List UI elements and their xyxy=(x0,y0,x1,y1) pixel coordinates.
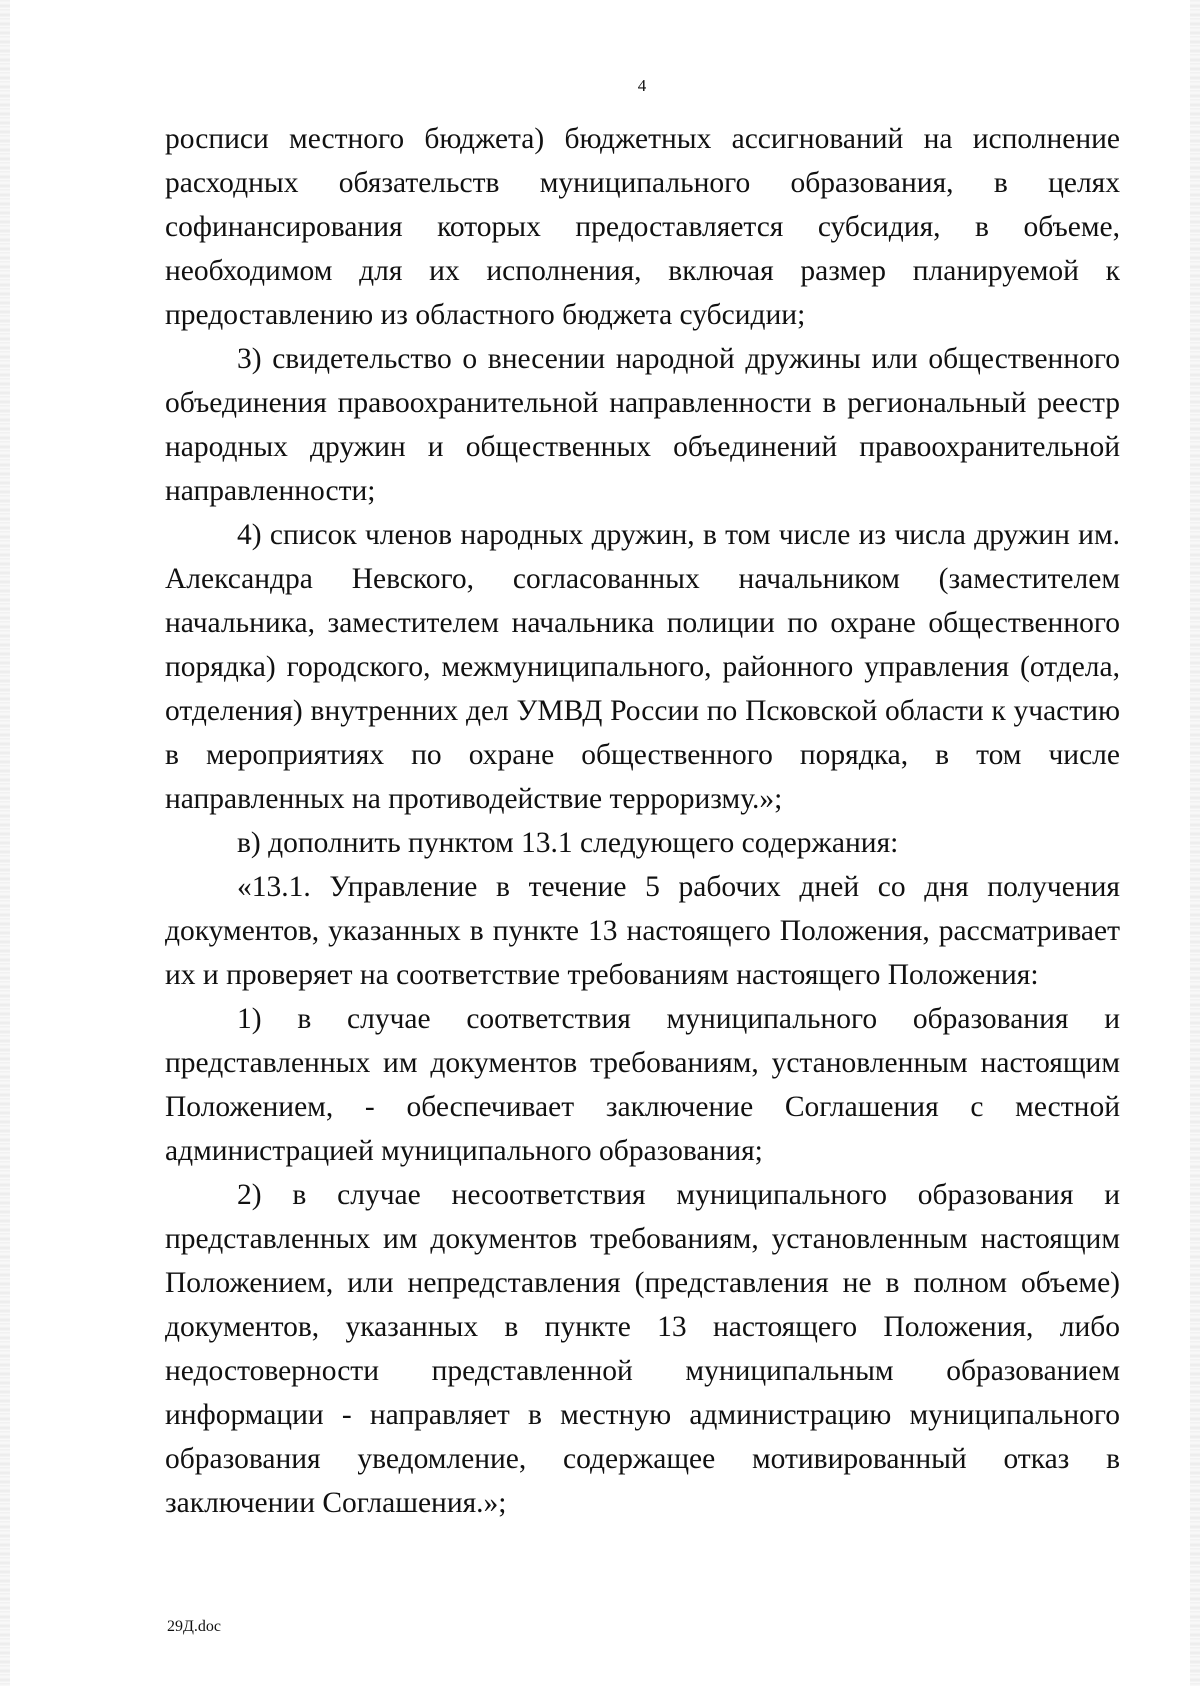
footer-filename: 29Д.doc xyxy=(167,1618,222,1635)
paragraph-budget-continuation: росписи местного бюджета) бюджетных ассигнований на исполнение расходных обязательств муниципального образования, в целях софинансирования которых предоставляется субсидия, в объеме, необходимом для их исполнения, включая размер планируемой к предоставлению из областного бюджета субсидии; xyxy=(165,123,1120,331)
paragraph-13-1-item-2: 2) в случае несоответствия муниципального образования и представленных им документов требованиям, установленным настоящим Положением, или непредставления (представления не в полном объеме) документов, указанных в пункте 13 настоящего Положения, либо недостоверности представленной муниципальным образованием информации - направляет в местную администрацию муниципального образования уведомление, содержащее мотивированный отказ в заключении Соглашения.»; xyxy=(165,1179,1120,1519)
document-body xyxy=(165,117,1120,1525)
paragraph-13-1-item-1: 1) в случае соответствия муниципального образования и представленных им документов требованиям, установленным настоящим Положением, - обеспечивает заключение Соглашения с местной администрацией муниципального образования; xyxy=(165,1003,1120,1167)
paragraph-item-3-certificate: 3) свидетельство о внесении народной дружины или общественного объединения правоохранительной направленности в региональный реестр народных дружин и общественных объединений правоохранительной направленности; xyxy=(165,343,1120,507)
page-number: 4 xyxy=(637,76,647,95)
paragraph-item-4-member-list: 4) список членов народных дружин, в том числе из числа дружин им. Александра Невского, согласованных начальником (заместителем начальника, заместителем начальника полиции по охране общественного порядка) городского, межмуниципального, районного управления (отдела, отделения) внутренних дел УМВД России по Псковской области к участию в мероприятиях по охране общественного порядка, в том числе направленных на противодействие терроризму.»; xyxy=(165,519,1120,815)
paragraph-13-1-review: «13.1. Управление в течение 5 рабочих дней со дня получения документов, указанных в пункте 13 настоящего Положения, рассматривает их и проверяет на соответствие требованиям настоящего Положения: xyxy=(165,871,1120,991)
scan-edge-right xyxy=(1190,0,1200,1686)
paragraph-amend-13-1: в) дополнить пунктом 13.1 следующего содержания: xyxy=(237,827,899,859)
scan-edge-left xyxy=(0,0,10,1686)
